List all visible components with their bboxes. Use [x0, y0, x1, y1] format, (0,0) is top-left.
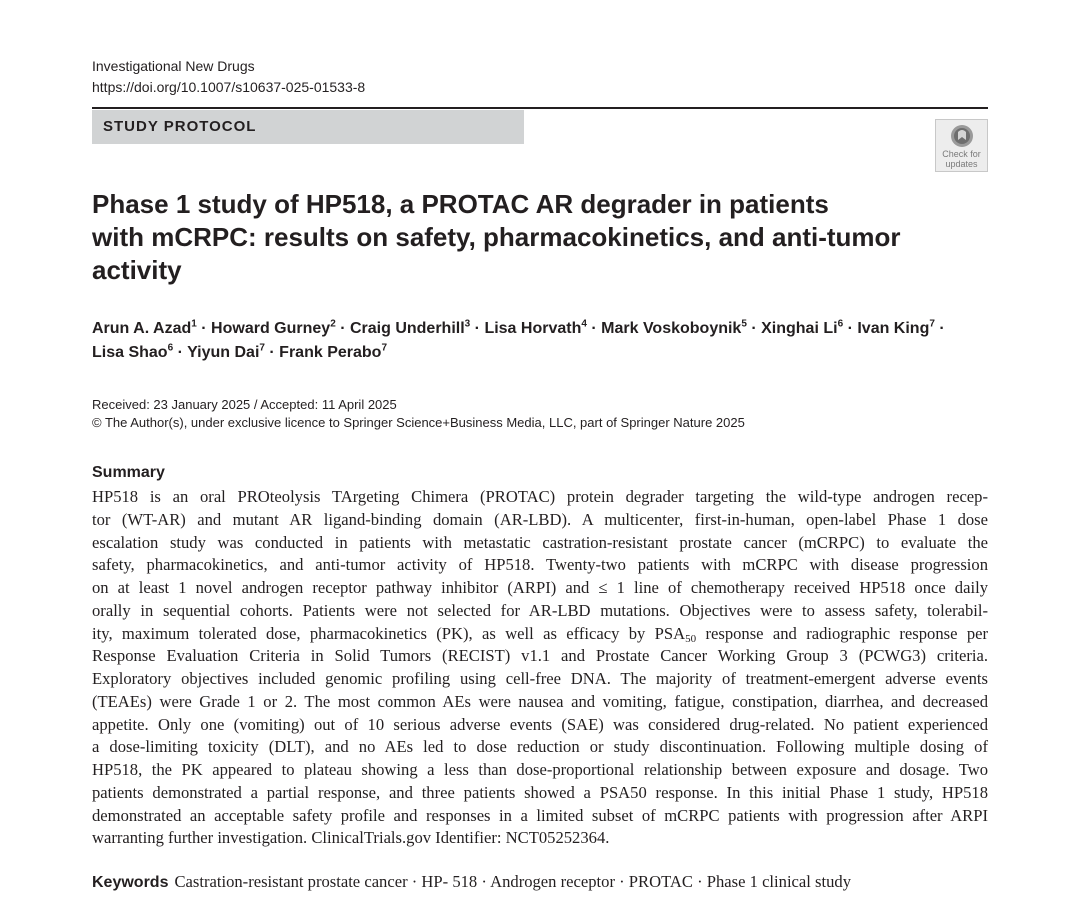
- summary-line: appetite. Only one (vomiting) out of 10 serious adverse events (SAE) was considered drug-related. No patient experienced: [92, 714, 988, 734]
- summary-line: safety, pharmacokinetics, and anti-tumor activity of HP518. Twenty-two patients with mCRPC with disease progression: [92, 555, 988, 575]
- summary-body: [92, 486, 988, 850]
- affiliation-mark: 7: [381, 342, 387, 354]
- check-updates-icon: [949, 123, 975, 149]
- journal-name: Investigational New Drugs: [92, 58, 255, 74]
- summary-line-part: ity, maximum tolerated dose, pharmacokinetics (PK), as well as efficacy by PSA: [92, 623, 686, 643]
- summary-line: tor (WT-AR) and mutant AR ligand-binding domain (AR-LBD). A multicenter, first-in-human, open-label Phase 1 dose: [92, 509, 988, 529]
- check-for-updates-button[interactable]: [935, 119, 988, 172]
- summary-heading: Summary: [92, 464, 165, 481]
- summary-line: (TEAEs) were Grade 1 or 2. The most common AEs were nausea and vomiting, fatigue, constipation, diarrhea, and decreased: [92, 691, 988, 711]
- summary-line: orally in sequential cohorts. Patients were not selected for AR-LBD mutations. Objectives were to assess safety, tolerabil-: [92, 600, 988, 620]
- author-separator: ·: [264, 344, 280, 361]
- author-name[interactable]: Mark Voskoboynik: [601, 320, 742, 337]
- author-separator: ·: [196, 320, 212, 337]
- summary-line: a dose-limiting toxicity (DLT), and no AEs led to dose reduction or study discontinuation. Following multiple dosing of: [92, 737, 988, 757]
- author-separator: ·: [335, 320, 350, 337]
- author-name[interactable]: Xinghai Li: [761, 320, 838, 337]
- summary-line: escalation study was conducted in patients with metastatic castration-resistant prostate cancer (mCRPC) to evaluate the: [92, 532, 988, 552]
- received-accepted: Received: 23 January 2025 / Accepted: 11 April 2025: [92, 397, 397, 412]
- affiliation-mark: 1: [191, 318, 197, 330]
- article-title: [92, 188, 901, 287]
- author-name[interactable]: Ivan King: [857, 320, 930, 337]
- summary-line: patients demonstrated a partial response, and three patients showed a PSA50 response. In this initial Phase 1 study, HP518: [92, 782, 988, 802]
- affiliation-mark: 6: [167, 342, 174, 354]
- summary-line: HP518 is an oral PROteolysis TArgeting Chimera (PROTAC) protein degrader targeting the wild-type androgen recep-: [92, 487, 988, 506]
- psa-subscript: 50: [685, 632, 697, 645]
- copyright-notice: © The Author(s), under exclusive licence to Springer Science+Business Media, LLC, part of Springer Nature 2025: [92, 415, 745, 430]
- summary-line: [92, 623, 988, 646]
- author-separator: ·: [934, 320, 945, 337]
- author-name[interactable]: Howard Gurney: [211, 320, 331, 337]
- affiliation-mark: 3: [464, 318, 471, 330]
- title-line: activity: [92, 255, 182, 285]
- author-line-1: [92, 317, 988, 341]
- affiliation-mark: 2: [330, 318, 336, 330]
- affiliation-mark: 4: [581, 318, 587, 330]
- summary-line-part: response and radiographic response per: [696, 623, 989, 643]
- keywords-text: Castration-resistant prostate cancer · HP- 518 · Androgen receptor · PROTAC · Phase 1 clinical study: [174, 872, 852, 891]
- author-separator: ·: [843, 320, 858, 337]
- check-updates-line2: updates: [945, 159, 978, 169]
- author-name[interactable]: Yiyun Dai: [187, 344, 260, 361]
- author-name[interactable]: Arun A. Azad: [92, 320, 192, 337]
- author-separator: ·: [746, 320, 762, 337]
- author-name[interactable]: Lisa Horvath: [484, 320, 582, 337]
- summary-line: Response Evaluation Criteria in Solid Tumors (RECIST) v1.1 and Prostate Cancer Working Group 3 (PCWG3) criteria.: [92, 646, 988, 666]
- header-rule: [92, 107, 988, 109]
- summary-line: HP518, the PK appeared to plateau showing a less than dose-proportional relationship between exposure and dosage. Two: [92, 760, 988, 779]
- author-name[interactable]: Frank Perabo: [279, 344, 382, 361]
- summary-line: warranting further investigation. ClinicalTrials.gov Identifier: NCT05252364.: [92, 828, 610, 848]
- affiliation-mark: 7: [259, 342, 265, 354]
- summary-line: Exploratory objectives included genomic profiling using cell-free DNA. The majority of treatment-emergent adverse events: [92, 669, 988, 688]
- check-updates-line1: Check for: [942, 149, 981, 159]
- summary-line: demonstrated an acceptable safety profile and responses in a limited subset of mCRPC patients with progression after ARPI: [92, 805, 988, 825]
- title-line: with mCRPC: results on safety, pharmacokinetics, and anti-tumor: [92, 222, 901, 252]
- affiliation-mark: 7: [929, 318, 935, 330]
- author-list: [92, 317, 988, 365]
- keywords-label: Keywords: [92, 874, 169, 891]
- author-name[interactable]: Craig Underhill: [349, 320, 465, 337]
- affiliation-mark: 5: [741, 318, 747, 330]
- doi-link[interactable]: https://doi.org/10.1007/s10637-025-01533-8: [92, 79, 366, 95]
- author-separator: ·: [586, 320, 602, 337]
- section-label: STUDY PROTOCOL: [92, 110, 524, 144]
- affiliation-mark: 6: [837, 318, 844, 330]
- keywords: [92, 872, 851, 892]
- title-line: Phase 1 study of HP518, a PROTAC AR degrader in patients: [92, 189, 829, 219]
- article-dates: [92, 396, 745, 432]
- author-separator: ·: [470, 320, 485, 337]
- summary-line: on at least 1 novel androgen receptor pathway inhibitor (ARPI) and ≤ 1 line of chemotherapy received HP518 once daily: [92, 578, 988, 597]
- author-separator: ·: [173, 344, 188, 361]
- author-name[interactable]: Lisa Shao: [92, 344, 168, 361]
- author-line-2: [92, 341, 988, 365]
